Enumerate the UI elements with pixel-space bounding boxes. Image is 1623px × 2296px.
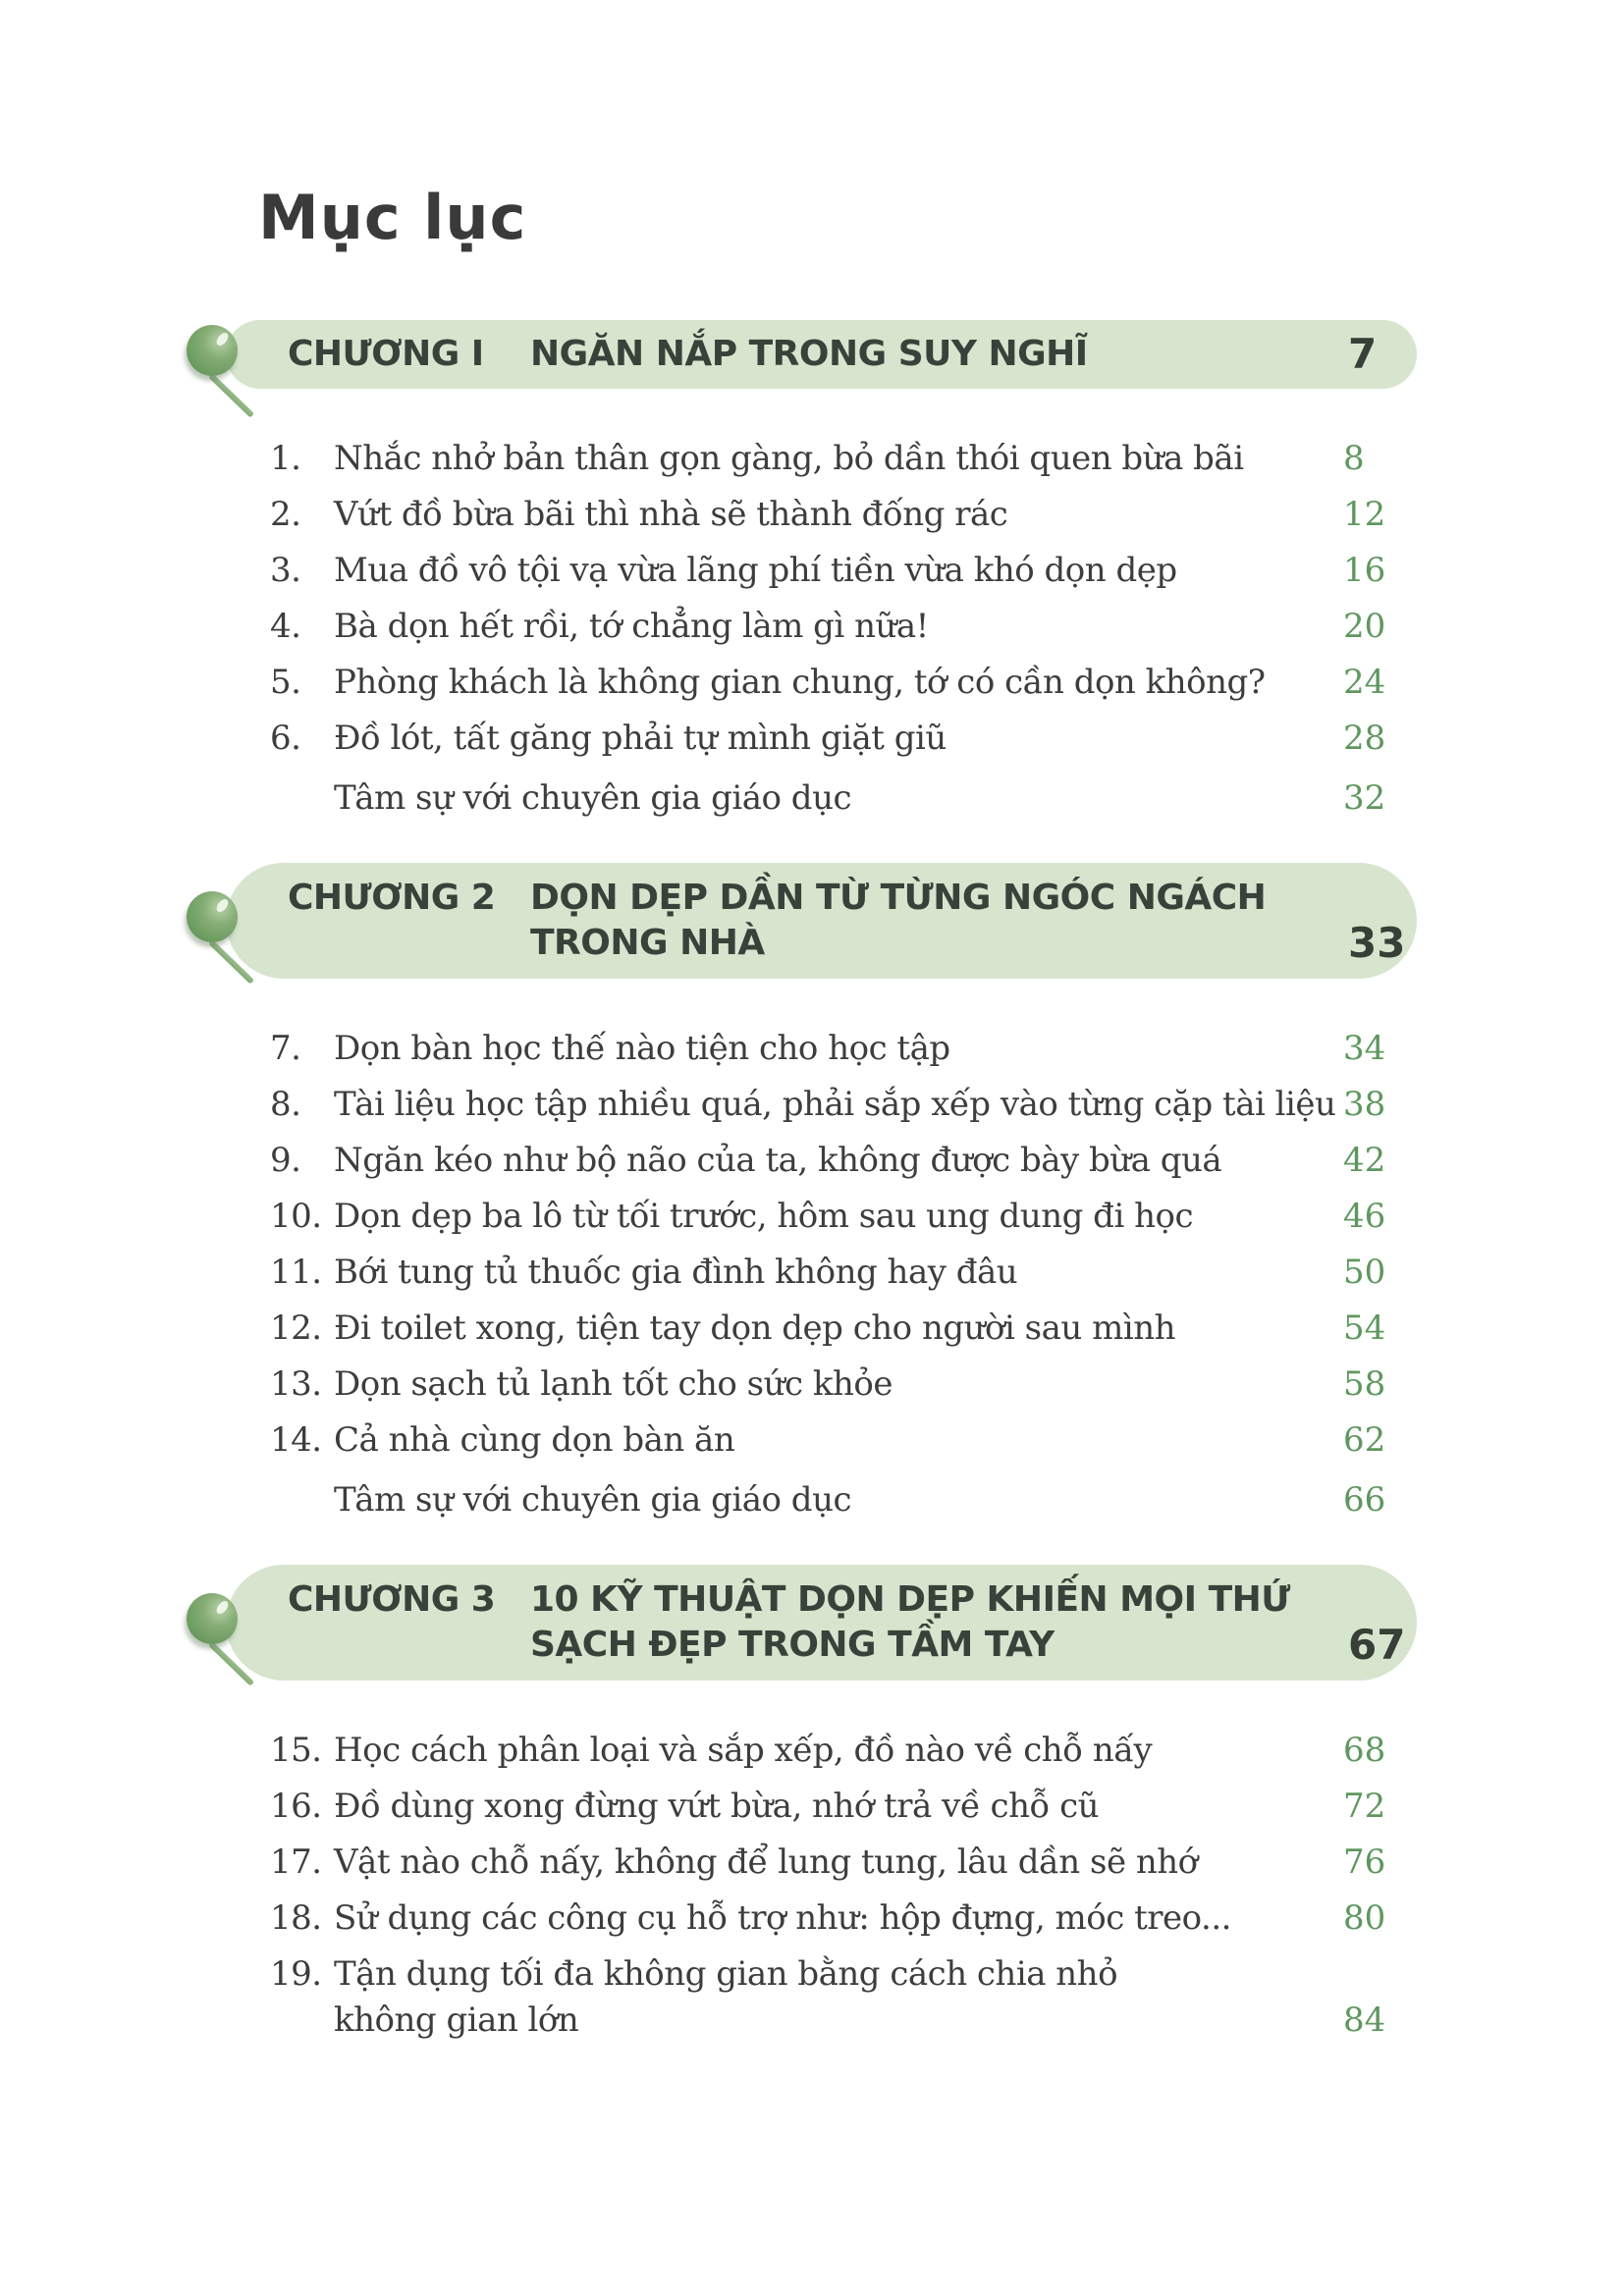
toc-item-number: 10. [270,1197,322,1236]
chapter-page-number: 33 [1348,919,1406,967]
toc-item-title: Bà dọn hết rồi, tớ chẳng làm gì nữa! [334,607,929,646]
toc-item-title: Học cách phân loại và sắp xếp, đồ nào về chỗ nấy [334,1731,1153,1770]
toc-item-number: 1. [270,439,301,478]
toc-item-title: Dọn sạch tủ lạnh tốt cho sức khỏe [334,1364,893,1404]
toc-item-row [226,1026,1417,1072]
toc-item-row [226,660,1417,706]
toc-item-title: Bới tung tủ thuốc gia đình không hay đâu [334,1253,1018,1292]
toc-item-title-line-2: không gian lớn [334,2001,579,2040]
toc-item-number: 15. [270,1731,322,1770]
toc-item-title: Dọn dẹp ba lô từ tối trước, hôm sau ung dung đi học [334,1197,1194,1236]
page-title: Mục lục [258,182,527,253]
toc-item-page-number: 32 [1343,778,1386,818]
toc-item-page-number: 42 [1343,1141,1386,1180]
chapter-2-header [226,863,1417,979]
toc-item-number: 9. [270,1141,301,1180]
chapter-title [530,332,1348,377]
toc-item-title: Mua đồ vô tội vạ vừa lãng phí tiền vừa khó dọn dẹp [334,551,1177,590]
toc-item-title: Ngăn kéo như bộ não của ta, không được bày bừa quá [334,1141,1222,1180]
toc-item-title: Tận dụng tối đa không gian bằng cách chia nhỏ không gian lớn [334,1951,1343,2044]
toc-item-row [226,1306,1417,1352]
toc-item-page-number: 58 [1343,1364,1386,1404]
toc-item-number: 7. [270,1029,301,1068]
toc-item-row [226,1896,1417,1942]
toc-item-page-number: 24 [1343,663,1386,702]
toc-item-row [226,1417,1417,1464]
chapter-1-section [226,320,1417,822]
toc-item-title: Cả nhà cùng dọn bàn ăn [334,1420,735,1460]
toc-item-page-number: 28 [1343,719,1386,758]
toc-item-page-number: 72 [1343,1787,1386,1826]
toc-item-number: 4. [270,607,301,646]
toc-item-page-number: 16 [1343,551,1386,590]
toc-item-title: Sử dụng các công cụ hỗ trợ như: hộp đựng, móc treo... [334,1898,1231,1938]
toc-item-page-number: 8 [1343,439,1365,478]
toc-item-title: Đồ lót, tất găng phải tự mình giặt giũ [334,719,947,758]
toc-item-number: 6. [270,719,301,758]
chapter-label: CHƯƠNG I [288,334,484,374]
toc-item-title: Nhắc nhở bản thân gọn gàng, bỏ dần thói quen bừa bãi [334,439,1244,478]
toc-item-row [226,604,1417,650]
toc-item-row [226,548,1417,594]
chapter-title-line-1: NGĂN NẮP TRONG SUY NGHĨ [530,334,1088,374]
chapter-title-line-2: TRONG NHÀ [530,923,765,963]
toc-item-title: Dọn bàn học thế nào tiện cho học tập [334,1029,950,1068]
toc-item-page-number: 54 [1343,1308,1386,1348]
chapter-3-section [226,1565,1417,2044]
toc-item-row [226,1138,1417,1184]
toc-item-row [226,1840,1417,1886]
chapter-3-pill [226,1565,1417,1681]
chapter-title-line-2: SẠCH ĐẸP TRONG TẦM TAY [530,1625,1055,1665]
chapter-1-item-list [226,436,1417,822]
chapter-3-header [226,1565,1417,1681]
toc-item-page-number: 62 [1343,1420,1386,1460]
chapter-page-number: 67 [1348,1621,1406,1669]
toc-item-number: 17. [270,1842,322,1882]
toc-item-number: 19. [270,1954,322,1994]
toc-item-number: 8. [270,1085,301,1124]
toc-item-page-number: 38 [1343,1085,1386,1124]
chapter-2-pill [226,863,1417,979]
toc-item-number: 11. [270,1253,322,1292]
chapter-title [530,1577,1348,1668]
toc-item-row [226,1250,1417,1296]
toc-item-page-number: 12 [1343,495,1386,534]
toc-item-title: Vứt đồ bừa bãi thì nhà sẽ thành đống rác [334,495,1008,534]
chapter-title-line-1: 10 KỸ THUẬT DỌN DẸP KHIẾN MỌI THỨ [530,1579,1290,1620]
toc-item-title: Đi toilet xong, tiện tay dọn dẹp cho người sau mình [334,1308,1175,1348]
toc-item-row [226,1784,1417,1830]
chapter-1-header [226,320,1417,389]
chapter-1-pill [226,320,1417,389]
chapter-label: CHƯƠNG 2 [288,878,496,918]
toc-item-page-number: 66 [1343,1480,1386,1520]
toc-item-row [226,1362,1417,1408]
toc-item-row [226,1728,1417,1774]
toc-item-row [226,716,1417,762]
toc-item-number: 2. [270,495,301,534]
toc-item-title: Tâm sự với chuyên gia giáo dục [334,778,852,818]
toc-item-page-number: 20 [1343,607,1386,646]
toc-item-number: 16. [270,1787,322,1826]
toc-extra-row [226,775,1417,822]
toc-item-title: Tài liệu học tập nhiều quá, phải sắp xếp vào từng cặp tài liệu [334,1085,1336,1124]
toc-item-page-number: 80 [1343,1898,1386,1938]
toc-item-number: 13. [270,1364,322,1404]
toc-item-number: 12. [270,1308,322,1348]
toc-item-row [226,1082,1417,1128]
toc-item-page-number: 68 [1343,1731,1386,1770]
toc-item-title: Đồ dùng xong đừng vứt bừa, nhớ trả về chỗ cũ [334,1787,1100,1826]
toc-item-page-number: 46 [1343,1197,1386,1236]
toc-item-page-number: 76 [1343,1842,1386,1882]
toc-item-number: 3. [270,551,301,590]
toc-item-page-number: 34 [1343,1029,1386,1068]
toc-item-title: Vật nào chỗ nấy, không để lung tung, lâu dần sẽ nhớ [334,1842,1198,1882]
chapter-title-line-1: DỌN DẸP DẦN TỪ TỪNG NGÓC NGÁCH [530,878,1267,918]
toc-item-number: 5. [270,663,301,702]
toc-extra-row [226,1477,1417,1523]
toc-item-page-number: 84 [1343,2001,1386,2040]
toc-item-title: Tâm sự với chuyên gia giáo dục [334,1480,852,1520]
chapter-page-number: 7 [1348,330,1378,378]
toc-item-row [226,436,1417,482]
toc-item-row [226,492,1417,538]
chapter-label: CHƯƠNG 3 [288,1579,496,1620]
toc-item-number: 18. [270,1898,322,1938]
toc-content [226,320,1417,2085]
toc-item-number: 14. [270,1420,322,1460]
toc-item-row [226,1951,1417,2044]
toc-item-title: Phòng khách là không gian chung, tớ có cần dọn không? [334,663,1266,702]
chapter-2-item-list [226,1026,1417,1523]
toc-item-page-number: 50 [1343,1253,1386,1292]
chapter-title [530,876,1348,966]
chapter-2-section [226,863,1417,1523]
chapter-3-item-list [226,1728,1417,2044]
toc-item-row [226,1194,1417,1240]
